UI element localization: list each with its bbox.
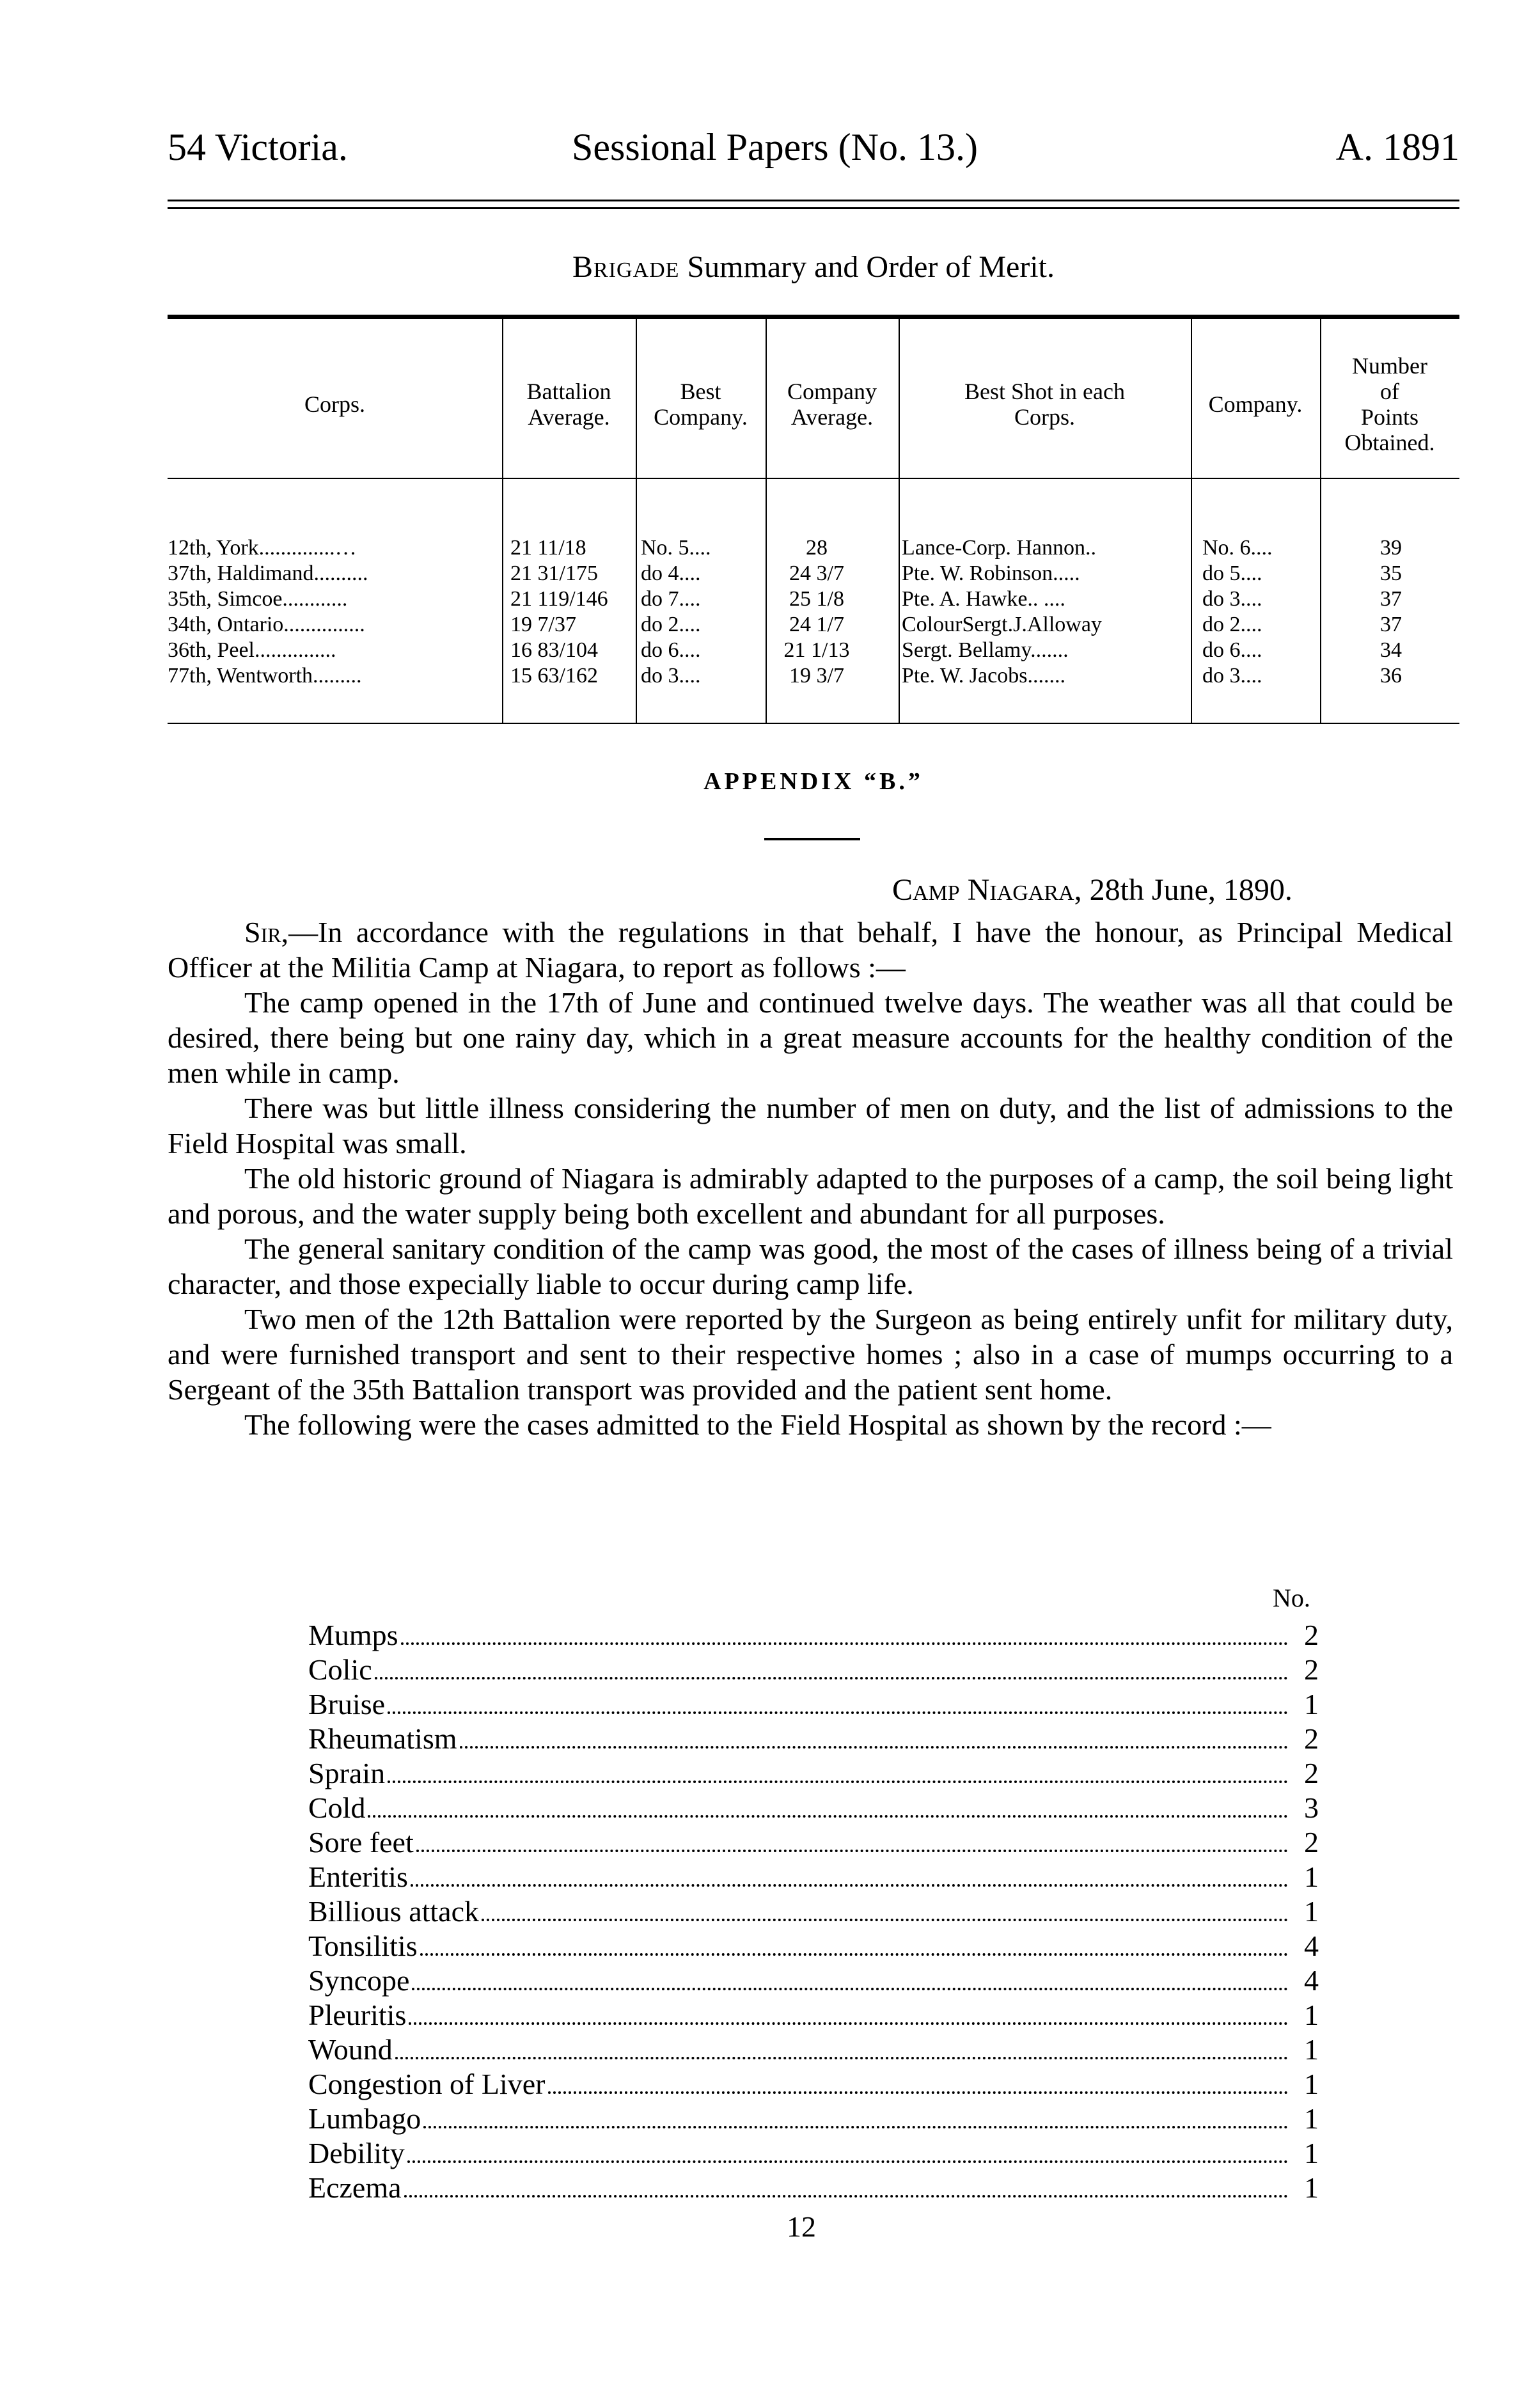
corps-cell: 37th, Haldimand.......... [168, 562, 368, 585]
case-name: Billious attack [308, 1895, 480, 1928]
list-item [308, 2136, 1319, 2171]
case-name: Sore feet [308, 1826, 414, 1859]
letter-salutation: Sir, [244, 916, 289, 948]
list-item [308, 2067, 1319, 2102]
case-name: Colic [308, 1653, 372, 1686]
case-count: 2 [1304, 1619, 1319, 1651]
case-name: Syncope [308, 1964, 410, 1997]
list-item [308, 1618, 1319, 1653]
best-shot-cell: Pte. W. Robinson..... [902, 562, 1080, 585]
company-cell: do 3.... [1202, 587, 1262, 611]
case-name: Enteritis [308, 1860, 408, 1893]
leader-dots [423, 2126, 1288, 2128]
company-average-cell: 24 1/7 [789, 613, 844, 636]
corps-cell: 35th, Simcoe............ [168, 587, 348, 611]
best-company-cell: do 3.... [641, 664, 701, 688]
header-best-company: Best Company. [654, 379, 748, 430]
best-shot-cell: Pte. A. Hawke.. .... [902, 587, 1065, 611]
case-name: Bruise [308, 1688, 386, 1720]
case-count: 1 [1304, 2068, 1319, 2100]
leader-dots [388, 1711, 1288, 1714]
case-count: 4 [1304, 1964, 1319, 1997]
letter-paragraph [168, 915, 1453, 985]
header-best-shot: Best Shot in each Corps. [964, 379, 1125, 430]
leader-dots [407, 2160, 1288, 2163]
list-item [308, 1963, 1319, 1998]
case-name: Cold [308, 1791, 366, 1824]
points-cell: 37 [1380, 613, 1402, 636]
list-item [308, 1756, 1319, 1791]
table-top-rule [168, 315, 1459, 319]
leader-dots [404, 2195, 1288, 2198]
company-cell: do 6.... [1202, 638, 1262, 662]
case-name: Mumps [308, 1619, 398, 1651]
list-item [308, 2102, 1319, 2136]
points-cell: 37 [1380, 587, 1402, 611]
table-row [168, 663, 1459, 689]
company-average-cell: 28 [806, 536, 828, 560]
header-company: Company. [1208, 391, 1303, 417]
case-count: 1 [1304, 2171, 1319, 2204]
brigade-summary-table [168, 315, 1459, 724]
points-cell: 39 [1380, 536, 1402, 560]
best-shot-cell: Pte. W. Jacobs....... [902, 664, 1065, 688]
letter-place: Camp Niagara [892, 873, 1074, 907]
brigade-summary-title [168, 249, 1459, 285]
best-shot-cell: Lance-Corp. Hannon.. [902, 536, 1097, 560]
battalion-average-cell: 16 83/104 [510, 638, 598, 662]
header-year: A. 1891 [1335, 126, 1459, 168]
leader-dots [395, 2057, 1288, 2059]
case-count: 2 [1304, 1653, 1319, 1686]
leader-dots [420, 1953, 1288, 1956]
best-company-cell: do 4.... [641, 562, 701, 585]
page-number: 12 [787, 2210, 816, 2243]
header-points-obtained: Number of Points Obtained. [1344, 353, 1435, 455]
list-item [308, 2033, 1319, 2067]
leader-dots [409, 2022, 1288, 2025]
header-rule-bottom [168, 207, 1459, 209]
case-count: 3 [1304, 1791, 1319, 1824]
case-count: 2 [1304, 1826, 1319, 1859]
table-bottom-rule [168, 723, 1459, 724]
case-count: 4 [1304, 1930, 1319, 1962]
company-average-cell: 21 1/13 [783, 638, 850, 662]
best-shot-cell: ColourSergt.J.Alloway [902, 613, 1102, 636]
best-company-cell: No. 5.... [641, 536, 711, 560]
letter-paragraph: There was but little illness considering the number of men on duty, and the list of admissions to the Field Hospital was small. [168, 1092, 1453, 1160]
header-session: 54 Victoria. [168, 126, 348, 168]
points-cell: 36 [1380, 664, 1402, 688]
points-cell: 34 [1380, 638, 1402, 662]
section-divider [764, 838, 860, 840]
letter-paragraph-text: —In accordance with the regulations in that behalf, I have the honour, as Principal Medical Officer at the Militia Camp at Niagara, to report as follows :— [168, 916, 1453, 984]
table-row [168, 561, 1459, 586]
company-cell: do 2.... [1202, 613, 1262, 636]
table-row [168, 612, 1459, 638]
case-count: 2 [1304, 1722, 1319, 1755]
company-average-cell: 25 1/8 [789, 587, 844, 611]
table-header-rule [168, 478, 1459, 479]
case-name: Congestion of Liver [308, 2068, 546, 2100]
brigade-title-lead: Brigade [572, 250, 680, 284]
appendix-heading: APPENDIX “B.” [703, 768, 923, 795]
case-name: Tonsilitis [308, 1930, 418, 1962]
list-item [308, 1653, 1319, 1687]
table-row [168, 638, 1459, 663]
letter-paragraph: Two men of the 12th Battalion were reported by the Surgeon as being entirely unfit for military duty, and were furnished transport and sent to their respective homes ; also in a case of mumps occurring to a Sergeant of the 35th Battalion transport was provided and the patient sent home. [168, 1303, 1453, 1406]
case-name: Pleuritis [308, 1999, 407, 2031]
table-body [168, 535, 1459, 689]
letter-body [168, 915, 1453, 1442]
case-count: 1 [1304, 2033, 1319, 2066]
battalion-average-cell: 21 31/175 [510, 562, 598, 585]
hospital-cases-list [308, 1618, 1319, 2205]
best-shot-cell: Sergt. Bellamy....... [902, 638, 1069, 662]
company-average-cell: 24 3/7 [789, 562, 844, 585]
case-count: 1 [1304, 2102, 1319, 2135]
leader-dots [368, 1815, 1288, 1818]
table-row [168, 535, 1459, 561]
letter-date: , 28th June, 1890. [1074, 873, 1292, 907]
header-battalion-average: Battalion Average. [526, 379, 611, 430]
leader-dots [412, 1988, 1288, 1990]
letter-paragraph: The following were the cases admitted to the Field Hospital as shown by the record :— [244, 1408, 1271, 1441]
list-item [308, 1998, 1319, 2033]
header-company-average: Company Average. [787, 379, 877, 430]
list-item [308, 1722, 1319, 1756]
battalion-average-cell: 21 119/146 [510, 587, 608, 611]
case-name: Debility [308, 2137, 405, 2169]
case-count: 1 [1304, 1860, 1319, 1893]
corps-cell: 36th, Peel............... [168, 638, 336, 662]
battalion-average-cell: 15 63/162 [510, 664, 598, 688]
case-name: Rheumatism [308, 1722, 457, 1755]
points-cell: 35 [1380, 562, 1402, 585]
header-rule-top [168, 200, 1459, 201]
case-count: 1 [1304, 2137, 1319, 2169]
company-cell: do 5.... [1202, 562, 1262, 585]
corps-cell: 77th, Wentworth......... [168, 664, 362, 688]
leader-dots [375, 1677, 1288, 1679]
list-item [308, 2171, 1319, 2205]
best-company-cell: do 2.... [641, 613, 701, 636]
list-item [308, 1825, 1319, 1860]
company-average-cell: 19 3/7 [789, 664, 844, 688]
list-item [308, 1687, 1319, 1722]
letter-paragraph: The old historic ground of Niagara is admirably adapted to the purposes of a camp, the soil being light and porous, and the water supply being both excellent and abundant for all purposes. [168, 1162, 1453, 1230]
list-item [308, 1860, 1319, 1894]
corps-cell: 12th, York..............… [168, 536, 357, 560]
leader-dots [548, 2091, 1289, 2094]
leader-dots [460, 1746, 1288, 1749]
best-company-cell: do 6.... [641, 638, 701, 662]
corps-cell: 34th, Ontario............... [168, 613, 365, 636]
running-header [168, 122, 1459, 173]
leader-dots [411, 1884, 1288, 1887]
case-name: Wound [308, 2033, 393, 2066]
leader-dots [482, 1919, 1288, 1921]
battalion-average-cell: 21 11/18 [510, 536, 586, 560]
case-name: Sprain [308, 1757, 386, 1789]
cases-count-header: No. [1273, 1584, 1310, 1612]
case-name: Eczema [308, 2171, 402, 2204]
header-corps: Corps. [304, 391, 365, 417]
letter-paragraph: The camp opened in the 17th of June and continued twelve days. The weather was all that could be desired, there being but one rainy day, which in a great measure accounts for the healthy condition of the men while in camp. [168, 986, 1453, 1089]
case-count: 1 [1304, 1999, 1319, 2031]
case-count: 1 [1304, 1688, 1319, 1720]
letter-paragraph: The general sanitary condition of the camp was good, the most of the cases of illness being of a trivial character, and those expecially liable to occur during camp life. [168, 1232, 1453, 1300]
company-cell: No. 6.... [1202, 536, 1273, 560]
header-publication: Sessional Papers (No. 13.) [572, 126, 978, 168]
list-item [308, 1929, 1319, 1963]
case-count: 2 [1304, 1757, 1319, 1789]
letter-place-date [892, 871, 1292, 909]
battalion-average-cell: 19 7/37 [510, 613, 576, 636]
leader-dots [416, 1850, 1288, 1852]
company-cell: do 3.... [1202, 664, 1262, 688]
case-name: Lumbago [308, 2102, 421, 2135]
brigade-title-rest: Summary and Order of Merit. [679, 250, 1055, 284]
table-row [168, 586, 1459, 612]
list-item [308, 1791, 1319, 1825]
best-company-cell: do 7.... [641, 587, 701, 611]
leader-dots [388, 1781, 1288, 1783]
leader-dots [401, 1642, 1288, 1645]
list-item [308, 1894, 1319, 1929]
case-count: 1 [1304, 1895, 1319, 1928]
